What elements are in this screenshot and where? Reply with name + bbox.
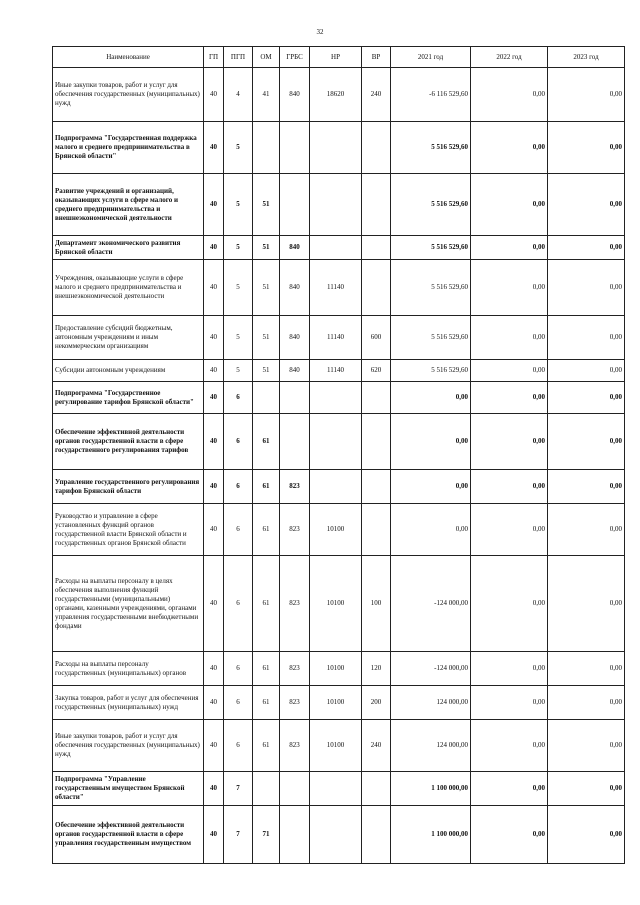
table-row — [53, 772, 625, 806]
table-row — [53, 686, 625, 720]
cell-y2023: 0,00 — [548, 68, 625, 122]
cell-pgp: 7 — [224, 772, 253, 806]
cell-om: 71 — [253, 806, 280, 864]
cell-name: Учреждения, оказывающие услуги в сфере малого и среднего предпринимательства и внешнеэкономической деятельности — [53, 260, 204, 316]
cell-y2021: -124 000,00 — [391, 652, 471, 686]
table-body — [53, 68, 625, 864]
header-grbs: ГРБС — [280, 47, 310, 68]
cell-pgp: 5 — [224, 236, 253, 260]
cell-y2023: 0,00 — [548, 806, 625, 864]
cell-nr: 10100 — [310, 686, 362, 720]
cell-om: 51 — [253, 174, 280, 236]
table-row — [53, 806, 625, 864]
table-row — [53, 260, 625, 316]
cell-name: Подпрограмма "Управление государственным имуществом Брянской области" — [53, 772, 204, 806]
cell-y2021: 5 516 529,60 — [391, 316, 471, 360]
header-2023: 2023 год — [548, 47, 625, 68]
cell-grbs: 823 — [280, 470, 310, 504]
cell-y2023: 0,00 — [548, 470, 625, 504]
cell-nr — [310, 236, 362, 260]
cell-om: 51 — [253, 316, 280, 360]
cell-y2022: 0,00 — [471, 122, 548, 174]
cell-om: 61 — [253, 470, 280, 504]
cell-name: Иные закупки товаров, работ и услуг для обеспечения государственных (муниципальных) нужд — [53, 720, 204, 772]
cell-pgp: 6 — [224, 382, 253, 414]
cell-name: Департамент экономического развития Брянской области — [53, 236, 204, 260]
cell-om: 61 — [253, 652, 280, 686]
header-om: ОМ — [253, 47, 280, 68]
cell-pgp: 6 — [224, 470, 253, 504]
cell-pgp: 5 — [224, 360, 253, 382]
cell-y2022: 0,00 — [471, 556, 548, 652]
cell-grbs: 823 — [280, 556, 310, 652]
cell-vr — [362, 122, 391, 174]
cell-gp: 40 — [204, 720, 224, 772]
cell-gp: 40 — [204, 470, 224, 504]
header-vr: ВР — [362, 47, 391, 68]
cell-y2022: 0,00 — [471, 470, 548, 504]
cell-nr — [310, 414, 362, 470]
cell-vr: 120 — [362, 652, 391, 686]
cell-nr — [310, 174, 362, 236]
cell-vr: 100 — [362, 556, 391, 652]
cell-y2022: 0,00 — [471, 772, 548, 806]
cell-grbs: 840 — [280, 260, 310, 316]
cell-y2021: 5 516 529,60 — [391, 174, 471, 236]
cell-vr: 240 — [362, 720, 391, 772]
cell-om — [253, 772, 280, 806]
cell-y2021: 5 516 529,60 — [391, 236, 471, 260]
cell-grbs — [280, 122, 310, 174]
cell-y2021: -6 116 529,60 — [391, 68, 471, 122]
cell-gp: 40 — [204, 504, 224, 556]
cell-gp: 40 — [204, 260, 224, 316]
cell-pgp: 6 — [224, 504, 253, 556]
cell-y2022: 0,00 — [471, 174, 548, 236]
cell-nr — [310, 772, 362, 806]
cell-grbs — [280, 772, 310, 806]
cell-y2023: 0,00 — [548, 260, 625, 316]
cell-pgp: 5 — [224, 316, 253, 360]
table-row — [53, 414, 625, 470]
cell-nr — [310, 122, 362, 174]
cell-y2023: 0,00 — [548, 316, 625, 360]
cell-name: Обеспечение эффективной деятельности органов государственной власти в сфере управления государственным имуществом — [53, 806, 204, 864]
cell-om: 61 — [253, 414, 280, 470]
cell-y2022: 0,00 — [471, 806, 548, 864]
cell-pgp: 6 — [224, 556, 253, 652]
cell-om: 41 — [253, 68, 280, 122]
cell-y2023: 0,00 — [548, 236, 625, 260]
cell-om: 51 — [253, 236, 280, 260]
cell-y2021: 5 516 529,60 — [391, 360, 471, 382]
cell-nr: 10100 — [310, 720, 362, 772]
cell-pgp: 6 — [224, 686, 253, 720]
cell-grbs — [280, 806, 310, 864]
cell-name: Развитие учреждений и организаций, оказывающих услуги в сфере малого и среднего предпринимательства и внешнеэкономической деятельности — [53, 174, 204, 236]
cell-grbs: 823 — [280, 686, 310, 720]
cell-y2022: 0,00 — [471, 260, 548, 316]
cell-name: Расходы на выплаты персоналу государственных (муниципальных) органов — [53, 652, 204, 686]
cell-om: 61 — [253, 556, 280, 652]
cell-grbs: 823 — [280, 720, 310, 772]
cell-name: Управление государственного регулирования тарифов Брянской области — [53, 470, 204, 504]
cell-y2021: 0,00 — [391, 504, 471, 556]
cell-y2021: 124 000,00 — [391, 686, 471, 720]
cell-vr: 600 — [362, 316, 391, 360]
cell-gp: 40 — [204, 174, 224, 236]
table-row — [53, 382, 625, 414]
header-gp: ГП — [204, 47, 224, 68]
cell-name: Расходы на выплаты персоналу в целях обеспечения выполнения функций государственными (муниципальными) органами, казенными учреждениями, органами управления государственными внебюджетными фондами — [53, 556, 204, 652]
cell-nr — [310, 382, 362, 414]
cell-name: Подпрограмма "Государственное регулирование тарифов Брянской области" — [53, 382, 204, 414]
cell-y2023: 0,00 — [548, 174, 625, 236]
cell-y2021: 1 100 000,00 — [391, 772, 471, 806]
table-row — [53, 556, 625, 652]
cell-y2022: 0,00 — [471, 382, 548, 414]
cell-grbs: 840 — [280, 360, 310, 382]
cell-gp: 40 — [204, 556, 224, 652]
cell-y2022: 0,00 — [471, 360, 548, 382]
header-name: Наименование — [53, 47, 204, 68]
cell-y2023: 0,00 — [548, 652, 625, 686]
cell-om: 51 — [253, 260, 280, 316]
cell-vr — [362, 382, 391, 414]
cell-y2022: 0,00 — [471, 236, 548, 260]
header-nr: НР — [310, 47, 362, 68]
cell-nr: 10100 — [310, 652, 362, 686]
cell-y2023: 0,00 — [548, 720, 625, 772]
page-number: 32 — [316, 28, 324, 36]
cell-pgp: 6 — [224, 720, 253, 772]
cell-y2023: 0,00 — [548, 686, 625, 720]
cell-gp: 40 — [204, 382, 224, 414]
cell-vr: 240 — [362, 68, 391, 122]
cell-grbs — [280, 382, 310, 414]
cell-om: 61 — [253, 720, 280, 772]
cell-y2022: 0,00 — [471, 652, 548, 686]
cell-pgp: 6 — [224, 414, 253, 470]
cell-y2023: 0,00 — [548, 414, 625, 470]
cell-nr: 11140 — [310, 316, 362, 360]
budget-table — [52, 46, 625, 864]
cell-name: Подпрограмма "Государственная поддержка малого и среднего предпринимательства в Брянской области" — [53, 122, 204, 174]
cell-y2022: 0,00 — [471, 316, 548, 360]
cell-y2022: 0,00 — [471, 720, 548, 772]
cell-nr — [310, 470, 362, 504]
cell-gp: 40 — [204, 316, 224, 360]
cell-y2021: 5 516 529,60 — [391, 122, 471, 174]
table-row — [53, 236, 625, 260]
cell-y2022: 0,00 — [471, 686, 548, 720]
cell-y2021: 0,00 — [391, 470, 471, 504]
cell-y2021: 0,00 — [391, 382, 471, 414]
table-row — [53, 122, 625, 174]
table-row — [53, 652, 625, 686]
cell-vr — [362, 470, 391, 504]
table-row — [53, 470, 625, 504]
cell-vr — [362, 174, 391, 236]
cell-nr: 11140 — [310, 360, 362, 382]
cell-nr: 10100 — [310, 504, 362, 556]
cell-y2021: -124 000,00 — [391, 556, 471, 652]
cell-pgp: 5 — [224, 174, 253, 236]
cell-grbs: 840 — [280, 316, 310, 360]
cell-name: Руководство и управление в сфере установленных функций органов государственной власти Брянской области и государственных органов Брянской области — [53, 504, 204, 556]
cell-om: 51 — [253, 360, 280, 382]
cell-y2023: 0,00 — [548, 772, 625, 806]
cell-nr: 11140 — [310, 260, 362, 316]
cell-grbs: 823 — [280, 504, 310, 556]
cell-grbs — [280, 174, 310, 236]
cell-vr — [362, 504, 391, 556]
cell-pgp: 5 — [224, 260, 253, 316]
cell-gp: 40 — [204, 414, 224, 470]
cell-om: 61 — [253, 686, 280, 720]
cell-vr: 200 — [362, 686, 391, 720]
table-row — [53, 720, 625, 772]
cell-y2021: 5 516 529,60 — [391, 260, 471, 316]
cell-pgp: 4 — [224, 68, 253, 122]
cell-gp: 40 — [204, 772, 224, 806]
table-row — [53, 68, 625, 122]
cell-vr — [362, 236, 391, 260]
cell-y2021: 124 000,00 — [391, 720, 471, 772]
cell-y2021: 0,00 — [391, 414, 471, 470]
cell-gp: 40 — [204, 236, 224, 260]
cell-y2023: 0,00 — [548, 122, 625, 174]
cell-gp: 40 — [204, 122, 224, 174]
cell-nr — [310, 806, 362, 864]
table-row — [53, 504, 625, 556]
header-row — [53, 47, 625, 68]
cell-vr — [362, 772, 391, 806]
cell-name: Субсидии автономным учреждениям — [53, 360, 204, 382]
table-row — [53, 174, 625, 236]
cell-y2023: 0,00 — [548, 382, 625, 414]
cell-gp: 40 — [204, 686, 224, 720]
cell-om — [253, 122, 280, 174]
cell-pgp: 6 — [224, 652, 253, 686]
cell-y2022: 0,00 — [471, 504, 548, 556]
cell-grbs: 840 — [280, 236, 310, 260]
cell-grbs: 823 — [280, 652, 310, 686]
cell-name: Закупка товаров, работ и услуг для обеспечения государственных (муниципальных) нужд — [53, 686, 204, 720]
cell-gp: 40 — [204, 360, 224, 382]
cell-pgp: 7 — [224, 806, 253, 864]
cell-nr: 10100 — [310, 556, 362, 652]
cell-vr — [362, 260, 391, 316]
cell-name: Иные закупки товаров, работ и услуг для обеспечения государственных (муниципальных) нужд — [53, 68, 204, 122]
table-row — [53, 360, 625, 382]
cell-om — [253, 382, 280, 414]
cell-y2022: 0,00 — [471, 68, 548, 122]
header-2021: 2021 год — [391, 47, 471, 68]
cell-om: 61 — [253, 504, 280, 556]
cell-nr: 18620 — [310, 68, 362, 122]
cell-y2023: 0,00 — [548, 504, 625, 556]
table-row — [53, 316, 625, 360]
cell-gp: 40 — [204, 68, 224, 122]
cell-vr: 620 — [362, 360, 391, 382]
cell-vr — [362, 806, 391, 864]
cell-y2021: 1 100 000,00 — [391, 806, 471, 864]
cell-grbs — [280, 414, 310, 470]
cell-y2023: 0,00 — [548, 556, 625, 652]
cell-gp: 40 — [204, 806, 224, 864]
cell-gp: 40 — [204, 652, 224, 686]
cell-y2023: 0,00 — [548, 360, 625, 382]
cell-vr — [362, 414, 391, 470]
cell-name: Предоставление субсидий бюджетным, автономным учреждениям и иным некоммерческим организациям — [53, 316, 204, 360]
header-pgp: ПГП — [224, 47, 253, 68]
cell-pgp: 5 — [224, 122, 253, 174]
cell-name: Обеспечение эффективной деятельности органов государственной власти в сфере государственного регулирования тарифов — [53, 414, 204, 470]
header-2022: 2022 год — [471, 47, 548, 68]
cell-grbs: 840 — [280, 68, 310, 122]
cell-y2022: 0,00 — [471, 414, 548, 470]
